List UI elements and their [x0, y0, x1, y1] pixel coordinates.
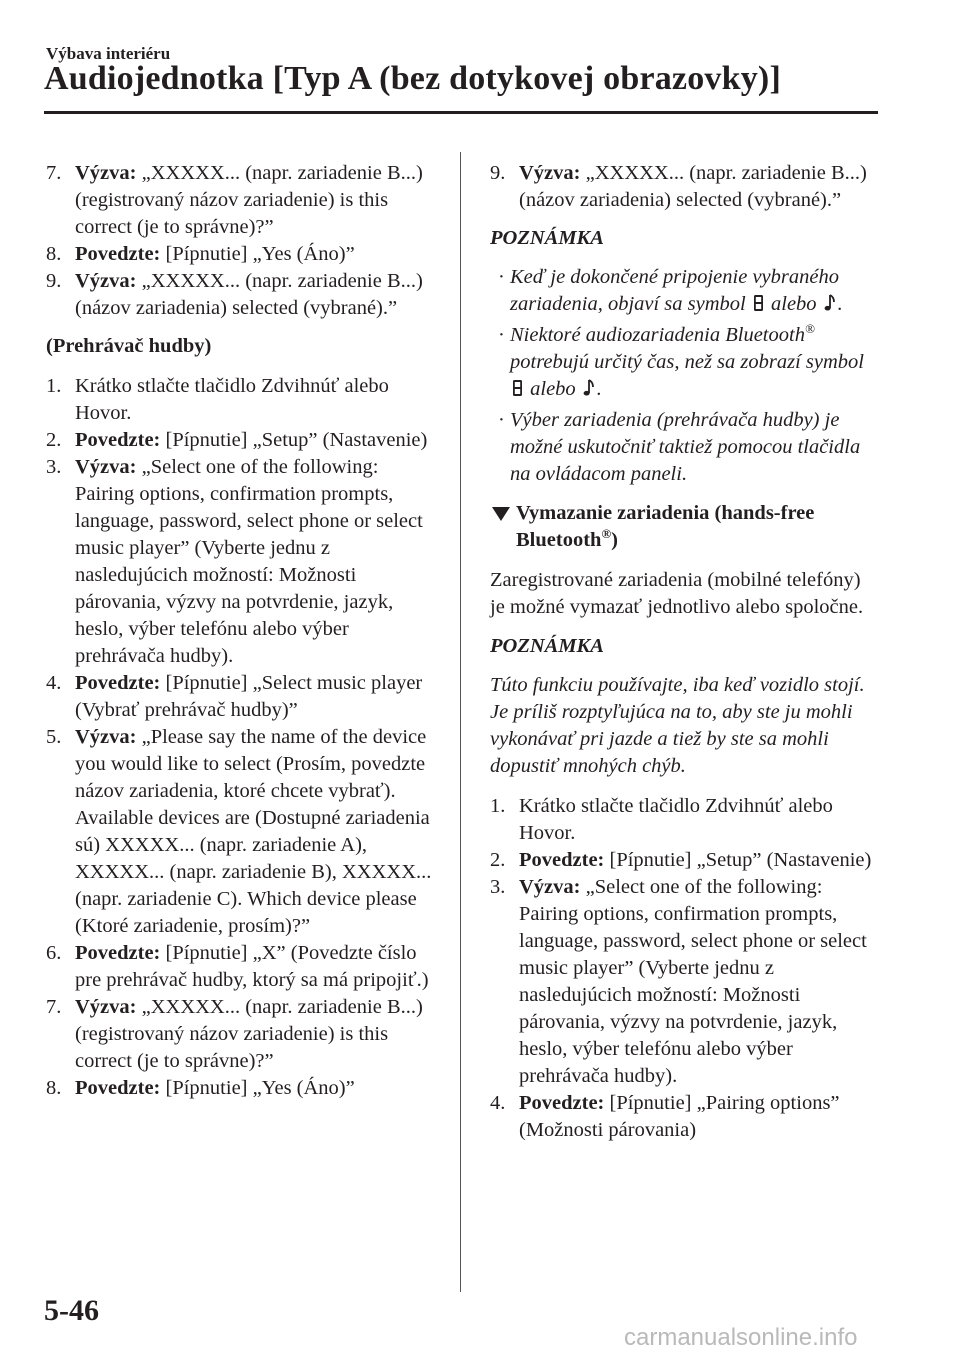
column-divider	[460, 152, 461, 1292]
step-number: 7.	[46, 162, 62, 184]
watermark: carmanualsonline.info	[624, 1324, 858, 1351]
step-item	[46, 994, 436, 1075]
step-number: 2.	[46, 429, 62, 451]
step-number: 1.	[46, 375, 62, 397]
step-label: Povedzte:	[75, 429, 161, 451]
step-item	[46, 940, 436, 994]
step-label: Výzva:	[75, 726, 137, 748]
section-heading: Vymazanie zariadenia (hands-free Bluetooth®)	[490, 500, 880, 554]
step-label: Povedzte:	[75, 942, 161, 964]
step-item	[490, 793, 880, 847]
section-heading-text: Vymazanie zariadenia (hands-free Bluetooth	[516, 502, 815, 551]
step-label: Povedzte:	[75, 672, 161, 694]
step-label: Povedzte:	[75, 243, 161, 265]
step-list	[46, 373, 436, 1102]
step-item	[46, 427, 436, 454]
bullet-dot: ·	[498, 324, 505, 346]
step-text: „XXXXX... (napr. zariadenie B...) (názov zariadenia) selected (vybrané).”	[75, 270, 423, 319]
step-item	[46, 373, 436, 427]
step-label: Výzva:	[75, 270, 137, 292]
note-bullet: · Keď je dokončené pripojenie vybraného zariadenia, objaví sa symbol alebo .	[498, 266, 843, 315]
step-text: [Pípnutie] „Yes (Áno)”	[160, 243, 355, 265]
registered-mark: ®	[601, 526, 612, 542]
bullet-dot: ·	[498, 409, 505, 431]
step-number: 9.	[490, 162, 506, 184]
note-text: Keď je dokončené pripojenie vybraného zariadenia, objaví sa symbol	[510, 266, 839, 315]
step-text: [Pípnutie] „Pairing options” (Možnosti párovania)	[519, 1092, 840, 1141]
note-heading: POZNÁMKA	[490, 227, 604, 249]
note-bullet	[490, 407, 880, 488]
registered-mark: ®	[804, 321, 815, 337]
step-text: [Pípnutie] „X” (Povedzte číslo pre prehrávač hudby, ktorý sa má pripojiť.)	[75, 942, 429, 991]
step-label: Výzva:	[75, 162, 137, 184]
note-paragraph: Túto funkciu používajte, iba keď vozidlo stojí. Je príliš rozptyľujúca na to, aby ste ju mohli vykonávať pri jazde a tiež by ste sa mohli dopustiť mnohých chýb.	[490, 674, 865, 777]
step-number: 7.	[46, 996, 62, 1018]
step-item	[46, 1075, 436, 1102]
music-note-icon	[583, 378, 595, 397]
step-number: 8.	[46, 1077, 62, 1099]
step-label: Povedzte:	[519, 849, 605, 871]
note-text: alebo	[530, 378, 576, 400]
step-number: 8.	[46, 243, 62, 265]
right-column	[490, 160, 880, 1144]
step-item	[46, 724, 436, 940]
step-list	[46, 160, 436, 322]
note-heading: POZNÁMKA	[490, 635, 604, 657]
step-label: Povedzte:	[519, 1092, 605, 1114]
step-label: Výzva:	[519, 162, 581, 184]
step-item	[46, 454, 436, 670]
step-number: 3.	[46, 456, 62, 478]
step-text: [Pípnutie] „Yes (Áno)”	[160, 1077, 355, 1099]
step-item	[46, 268, 436, 322]
step-number: 3.	[490, 876, 506, 898]
intro-paragraph: Zaregistrované zariadenia (mobilné telefóny) je možné vymazať jednotlivo alebo spoločne.	[490, 569, 864, 618]
step-number: 1.	[490, 795, 506, 817]
note-text: alebo	[771, 293, 817, 315]
step-number: 2.	[490, 849, 506, 871]
step-number: 9.	[46, 270, 62, 292]
step-number: 4.	[490, 1092, 506, 1114]
bullet-dot: ·	[498, 266, 505, 288]
step-item	[46, 160, 436, 241]
step-text: [Pípnutie] „Setup” (Nastavenie)	[604, 849, 872, 871]
note-text: potrebujú určitý čas, než sa zobrazí symbol	[510, 351, 864, 373]
subheading-music-player: (Prehrávač hudby)	[46, 335, 212, 357]
step-text: [Pípnutie] „Setup” (Nastavenie)	[160, 429, 428, 451]
step-label: Povedzte:	[75, 1077, 161, 1099]
step-item	[46, 670, 436, 724]
step-text: [Pípnutie] „Select music player (Vybrať prehrávač hudby)”	[75, 672, 423, 721]
phone-icon	[753, 294, 764, 312]
step-text: „Please say the name of the device you would like to select (Prosím, povedzte názov zariadenia, ktoré chcete vybrať). Available devices are (Dostupné zariadenia sú) XXXXX... (napr. zariadenie A), XXXXX... (napr. zariadenie B), XXXXX... (napr. zariadenie C). Which device please (Ktoré zariadenie, prosím)?”	[75, 726, 432, 937]
step-item	[490, 874, 880, 1090]
title-rule	[44, 111, 878, 114]
step-text: „Select one of the following: Pairing options, confirmation prompts, language, password, select phone or select music player” (Vyberte jednu z nasledujúcich možností: Možnosti párovania, výzvy na potvrdenie, jazyk, heslo, výber telefónu alebo výber prehrávača hudby).	[75, 456, 423, 667]
step-label: Výzva:	[75, 996, 137, 1018]
step-item	[490, 847, 880, 874]
step-text: „XXXXX... (napr. zariadenie B...) (registrovaný názov zariadenie) is this correct (je to správne)?”	[75, 162, 423, 238]
step-item	[490, 160, 880, 214]
step-number: 6.	[46, 942, 62, 964]
step-number: 4.	[46, 672, 62, 694]
note-text: Výber zariadenia (prehrávača hudby) je možné uskutočniť taktiež pomocou tlačidla na ovládacom paneli.	[510, 409, 861, 485]
step-label: Výzva:	[75, 456, 137, 478]
step-text: Krátko stlačte tlačidlo Zdvihnúť alebo Hovor.	[519, 795, 833, 844]
step-item	[490, 1090, 880, 1144]
step-list	[490, 793, 880, 1144]
music-note-icon	[824, 293, 836, 312]
step-list	[490, 160, 880, 214]
step-text: „Select one of the following: Pairing options, confirmation prompts, language, password, select phone or select music player” (Vyberte jednu z nasledujúcich možností: Možnosti párovania, výzvy na potvrdenie, jazyk, heslo, výber telefónu alebo výber prehrávača hudby).	[519, 876, 867, 1087]
phone-icon	[512, 379, 523, 397]
note-text: Niektoré audiozariadenia Bluetooth	[510, 324, 805, 346]
triangle-down-icon	[492, 507, 510, 521]
note-bullet: · Niektoré audiozariadenia Bluetooth® potrebujú určitý čas, než sa zobrazí symbol alebo .	[498, 321, 864, 400]
step-number: 5.	[46, 726, 62, 748]
step-text: „XXXXX... (napr. zariadenie B...) (názov zariadenia) selected (vybrané).”	[519, 162, 867, 211]
step-text: Krátko stlačte tlačidlo Zdvihnúť alebo Hovor.	[75, 375, 389, 424]
step-text: „XXXXX... (napr. zariadenie B...) (registrovaný názov zariadenie) is this correct (je to správne)?”	[75, 996, 423, 1072]
left-column	[46, 160, 436, 1102]
page-title: Audiojednotka [Typ A (bez dotykovej obrazovky)]	[44, 60, 781, 97]
page-number: 5-46	[44, 1294, 99, 1327]
section-label: Výbava interiéru	[46, 44, 171, 63]
step-label: Výzva:	[519, 876, 581, 898]
step-item	[46, 241, 436, 268]
